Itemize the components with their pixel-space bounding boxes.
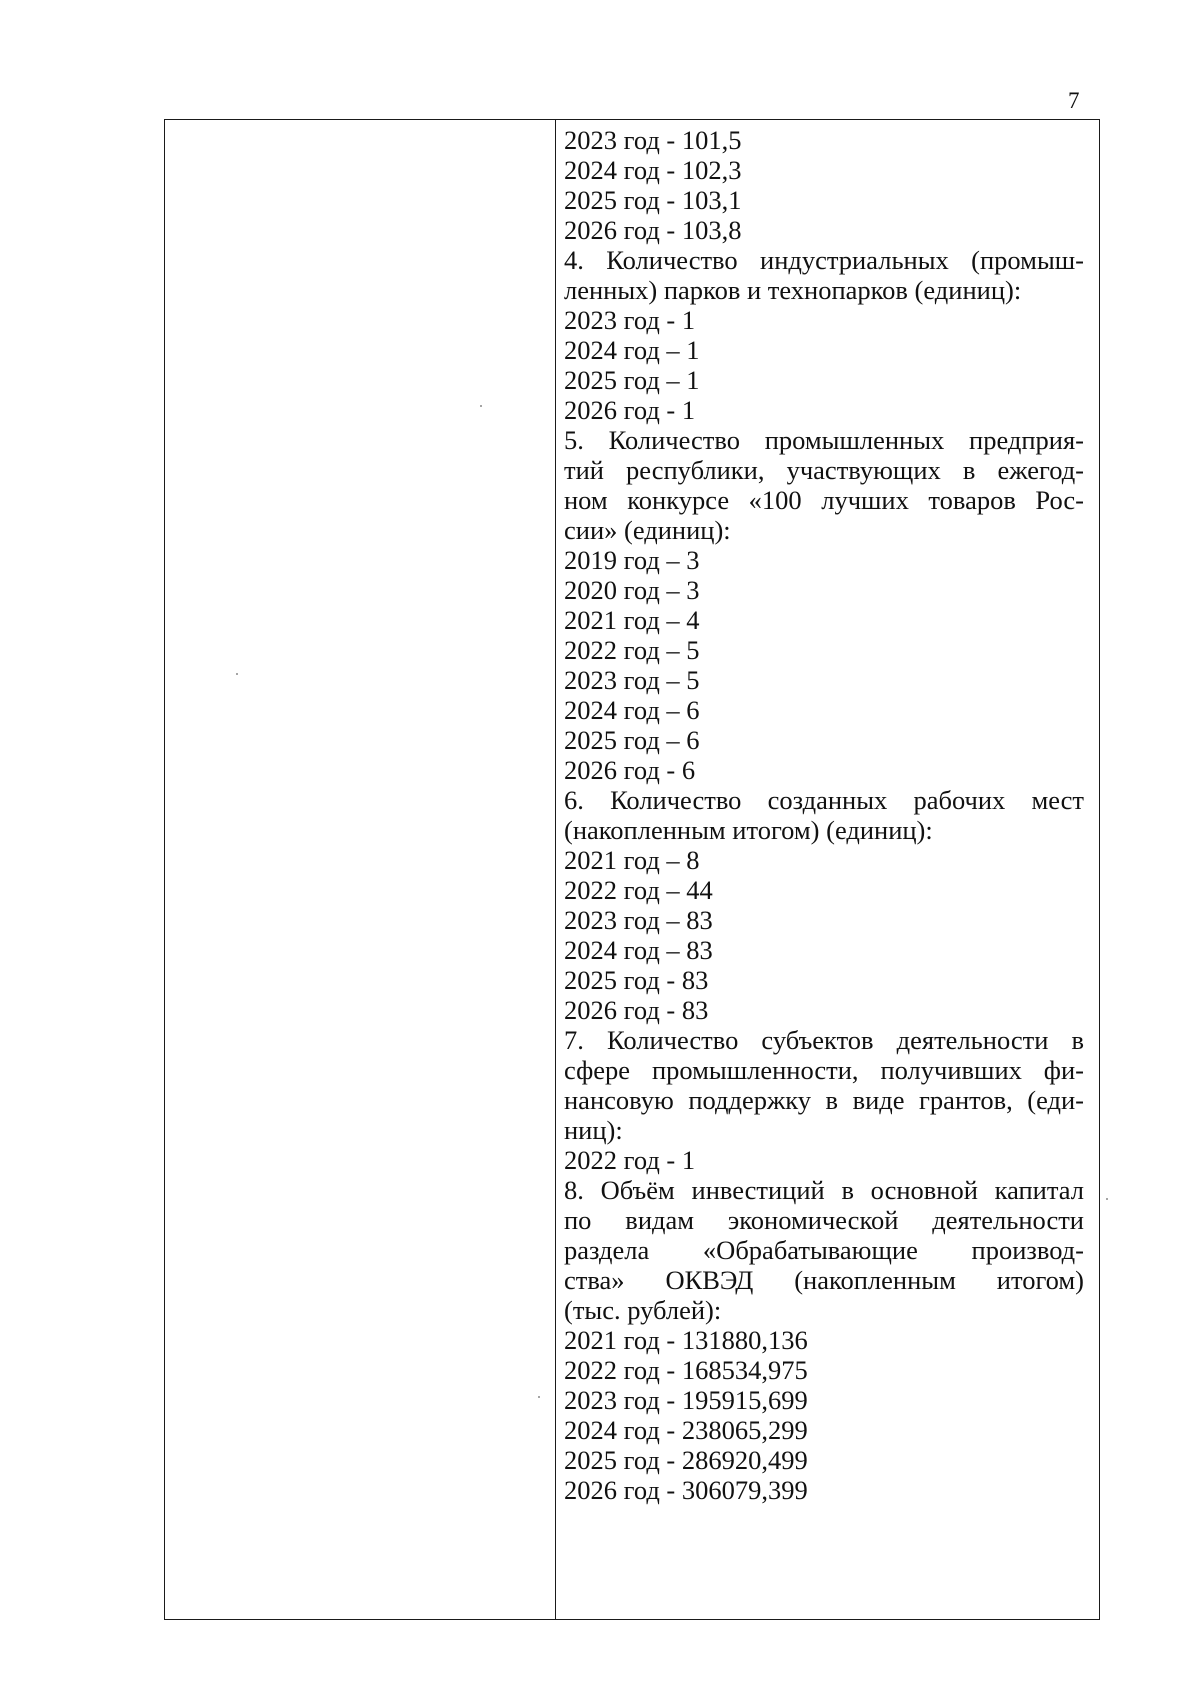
indicator-line: 2024 год – 1 [564,335,700,365]
indicator-line: 2026 год - 306079,399 [564,1475,808,1505]
indicator-line: 2024 год – 6 [564,695,700,725]
indicator-heading-line: нансовую поддержку в виде грантов, (еди- [564,1085,1084,1115]
indicator-line: 2021 год - 131880,136 [564,1325,808,1355]
indicator-line: 2025 год - 83 [564,965,709,995]
indicator-heading-line: 5. Количество промышленных предприя- [564,425,1084,455]
indicator-heading-line: тий республики, участвующих в ежегод- [564,455,1084,485]
indicator-heading-line: ленных) парков и технопарков (единиц): [564,275,1022,305]
indicator-line: 2023 год – 5 [564,665,700,695]
document-table [164,119,1100,1620]
indicators-cell [564,124,1084,1614]
indicator-heading-line: 4. Количество индустриальных (промыш- [564,245,1084,275]
indicator-line: 2023 год - 195915,699 [564,1385,808,1415]
scan-speck [538,1396,540,1398]
indicator-line: 2024 год – 83 [564,935,713,965]
indicator-line: 2023 год - 101,5 [564,125,742,155]
indicator-line: 2021 год – 8 [564,845,700,875]
indicator-heading-line: по видам экономической деятельности [564,1205,1084,1235]
indicator-heading-line: 6. Количество созданных рабочих мест [564,785,1084,815]
indicator-line: 2022 год - 168534,975 [564,1355,808,1385]
column-divider [555,120,556,1619]
indicator-line: 2022 год – 44 [564,875,713,905]
indicator-line: 2020 год – 3 [564,575,700,605]
indicator-line: 2025 год – 6 [564,725,700,755]
indicator-heading-line: 8. Объём инвестиций в основной капитал [564,1175,1084,1205]
indicator-line: 2019 год – 3 [564,545,700,575]
indicator-line: 2026 год - 1 [564,395,696,425]
scan-speck [1106,1198,1108,1200]
indicator-heading-line: 7. Количество субъектов деятельности в [564,1025,1084,1055]
indicator-line: 2023 год – 83 [564,905,713,935]
indicator-line: 2021 год – 4 [564,605,700,635]
indicator-heading-line: ства» ОКВЭД (накопленным итогом) [564,1265,1084,1295]
indicator-line: 2026 год - 83 [564,995,709,1025]
indicator-heading-line: (накопленным итогом) (единиц): [564,815,933,845]
indicator-line: 2024 год - 238065,299 [564,1415,808,1445]
indicator-heading-line: сфере промышленности, получивших фи- [564,1055,1084,1085]
indicator-line: 2022 год – 5 [564,635,700,665]
page-number: 7 [1068,88,1080,113]
scan-speck [480,405,482,407]
indicator-heading-line: (тыс. рублей): [564,1295,722,1325]
indicator-heading-line: раздела «Обрабатывающие производ- [564,1235,1084,1265]
indicator-heading-line: сии» (единиц): [564,515,731,545]
indicator-line: 2026 год - 6 [564,755,696,785]
indicator-line: 2025 год - 103,1 [564,185,742,215]
indicator-line: 2022 год - 1 [564,1145,696,1175]
indicator-line: 2025 год – 1 [564,365,700,395]
indicator-heading-line: ниц): [564,1115,623,1145]
indicator-line: 2024 год - 102,3 [564,155,742,185]
indicator-line: 2026 год - 103,8 [564,215,742,245]
scan-speck [236,673,238,675]
indicator-line: 2023 год - 1 [564,305,696,335]
indicator-heading-line: ном конкурсе «100 лучших товаров Рос- [564,485,1084,515]
indicator-line: 2025 год - 286920,499 [564,1445,808,1475]
